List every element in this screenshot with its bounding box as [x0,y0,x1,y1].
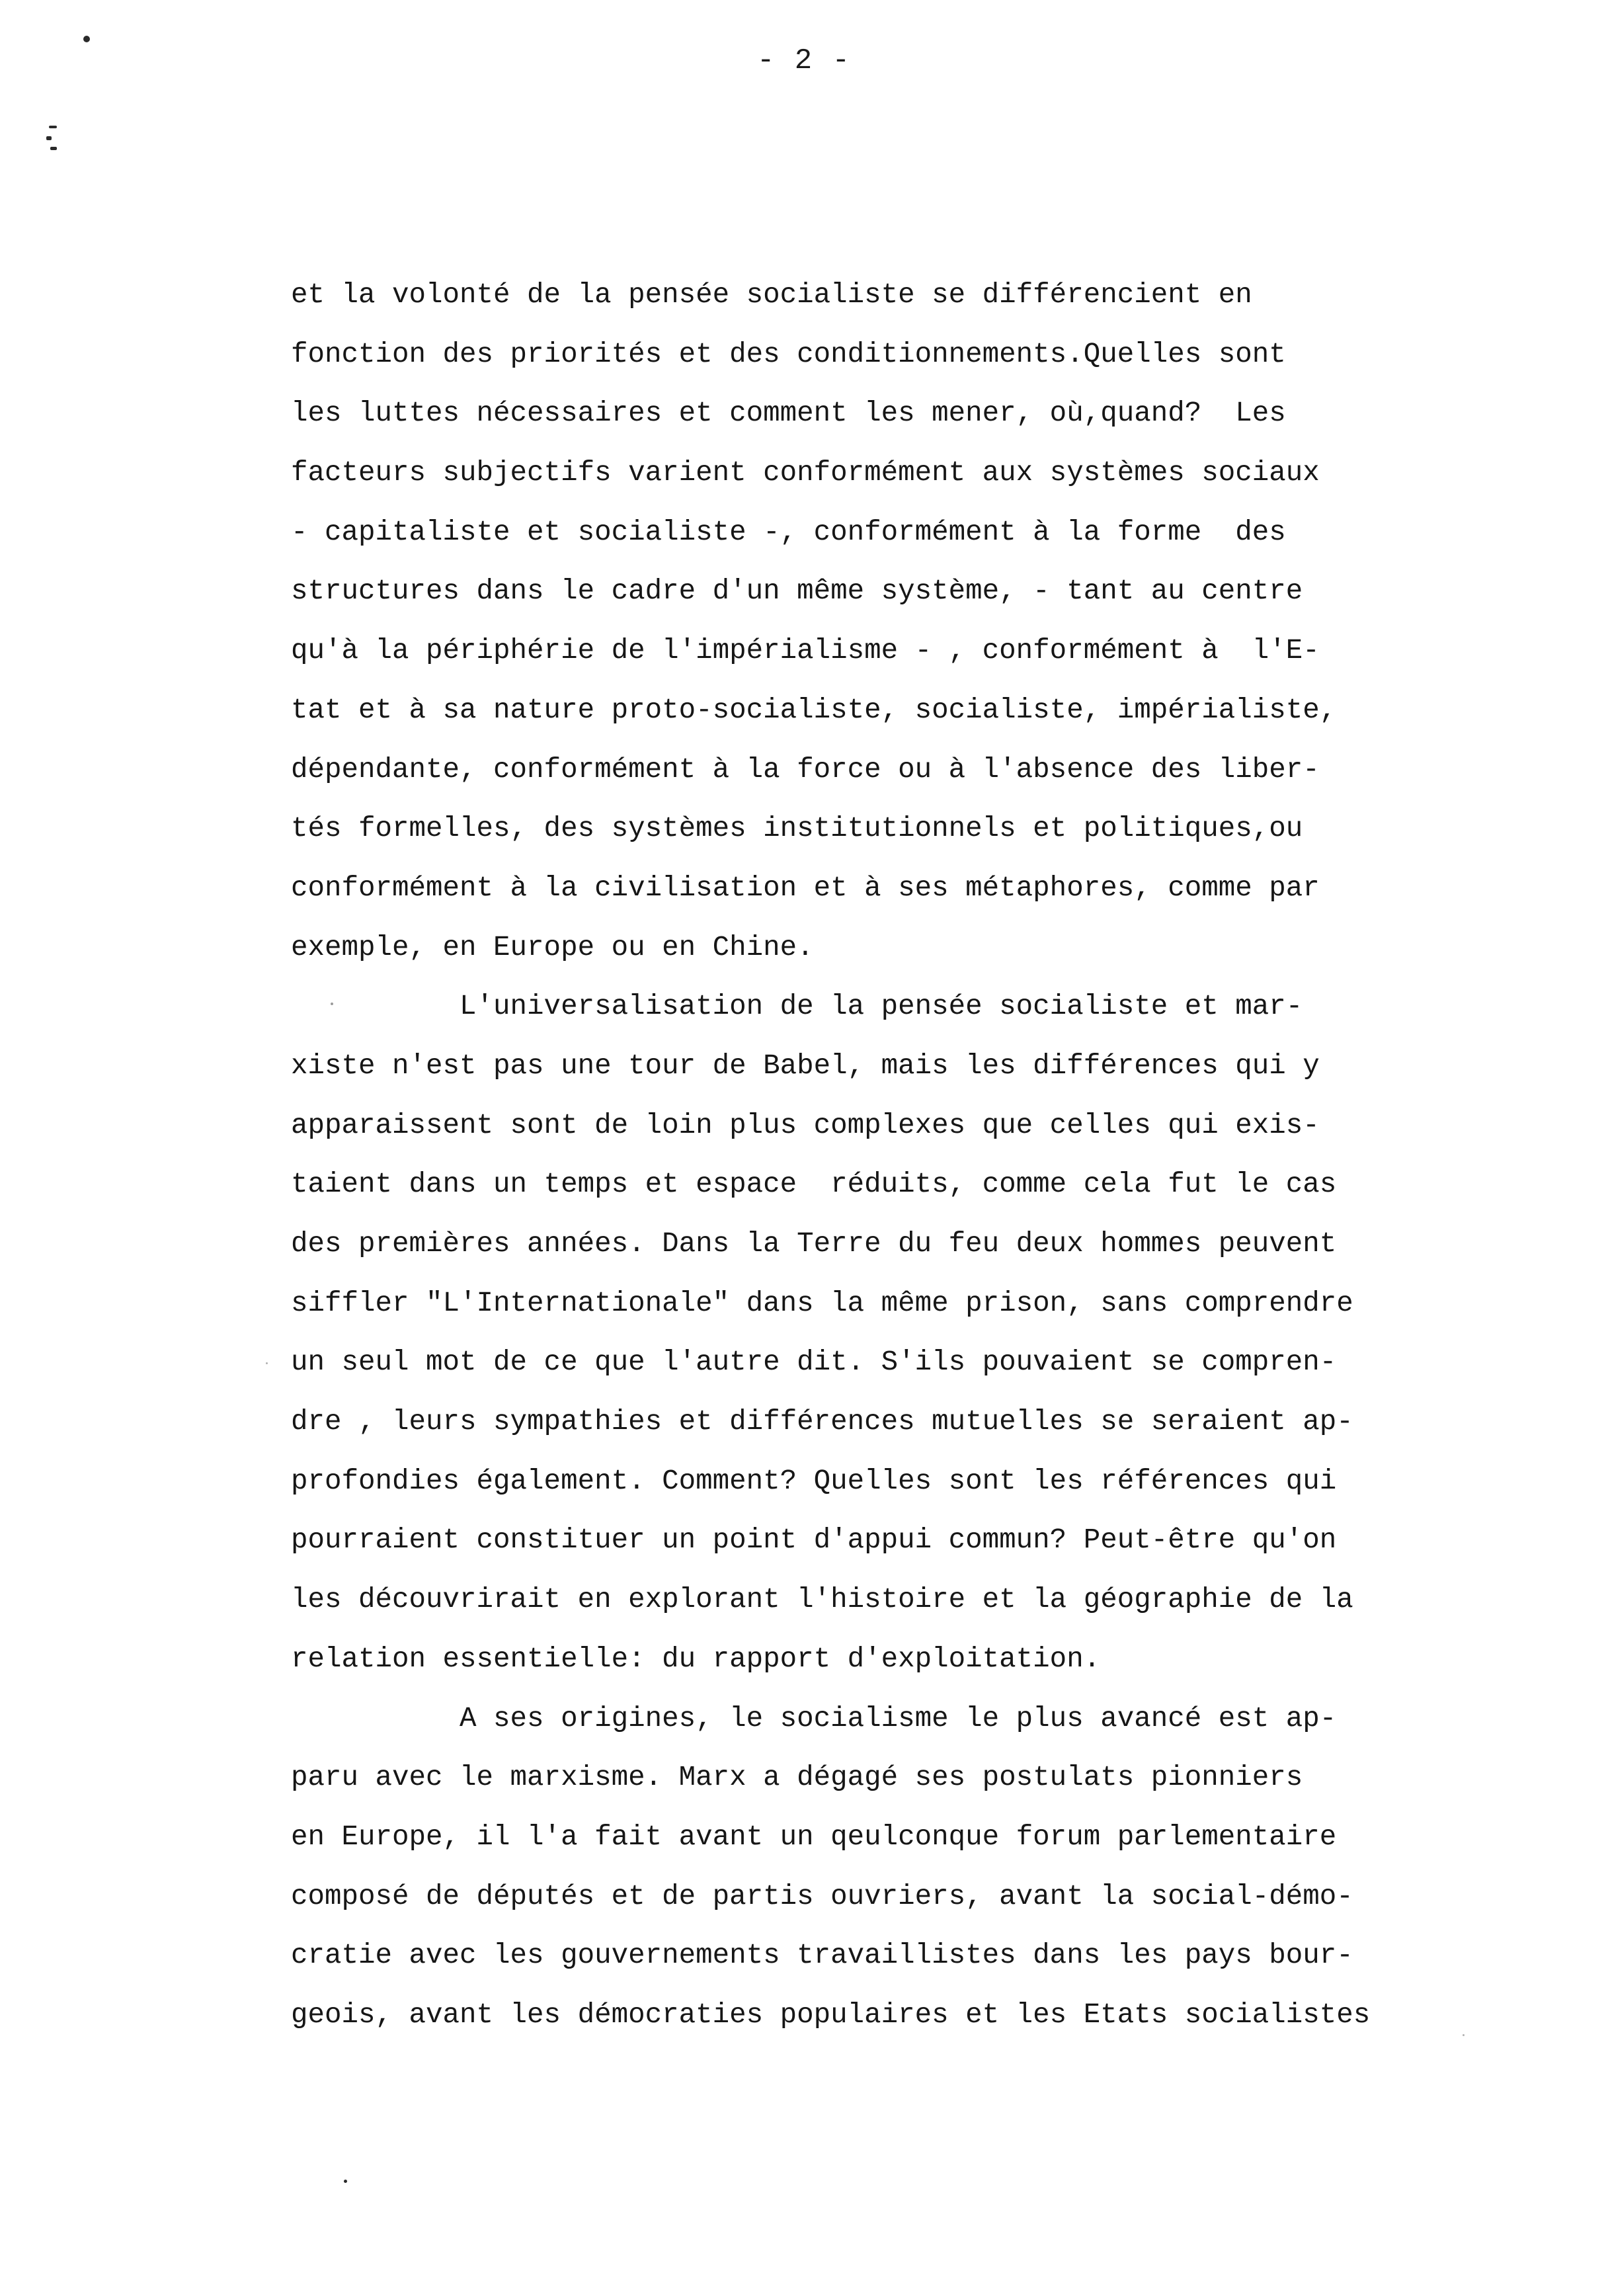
text-line: et la volonté de la pensée socialiste se différencient en [291,279,1252,311]
text-line: xiste n'est pas une tour de Babel, mais les différences qui y [291,1049,1320,1082]
text-line: en Europe, il l'a fait avant un qeulconque forum parlementaire [291,1821,1337,1853]
text-line: des premières années. Dans la Terre du feu deux hommes peuvent [291,1228,1337,1260]
page-number: - 2 - [756,44,852,77]
text-line: qu'à la périphérie de l'impérialisme - , conformément à l'E- [291,635,1320,667]
text-line: exemple, en Europe ou en Chine. [291,931,814,964]
text-line: tat et à sa nature proto-socialiste, socialiste, impérialiste, [291,694,1337,726]
text-line: les découvrirait en explorant l'histoire et la géographie de la [291,1584,1353,1616]
text-line: composé de députés et de partis ouvriers, avant la social-démo- [291,1880,1353,1912]
text-line: cratie avec les gouvernements travaillistes dans les pays bour- [291,1940,1353,1972]
text-line: relation essentielle: du rapport d'exploitation. [291,1643,1101,1675]
text-line: geois, avant les démocraties populaires et les Etats socialistes [291,1998,1371,2031]
text-line: L'universalisation de la pensée socialiste et mar- [291,991,1303,1023]
text-line: pourraient constituer un point d'appui commun? Peut-être qu'on [291,1524,1337,1557]
text-line: dre , leurs sympathies et différences mutuelles se seraient ap- [291,1406,1353,1438]
text-line: siffler "L'Internationale" dans la même prison, sans comprendre [291,1287,1353,1319]
text-line: un seul mot de ce que l'autre dit. S'ils pouvaient se compren- [291,1346,1337,1379]
scan-mark [83,36,90,42]
scan-mark [50,147,57,150]
text-line: dépendante, conformément à la force ou à l'absence des liber- [291,753,1320,786]
scan-mark [46,136,52,140]
text-line: les luttes nécessaires et comment les mener, où,quand? Les [291,397,1286,430]
text-line: fonction des priorités et des conditionnements.Quelles sont [291,338,1286,370]
scan-mark [344,2180,347,2183]
text-line: apparaissent sont de loin plus complexes que celles qui exis- [291,1109,1320,1141]
text-line: - capitaliste et socialiste -, conformément à la forme des [291,516,1286,548]
text-line: tés formelles, des systèmes institutionnels et politiques,ou [291,813,1303,845]
text-line: profondies également. Comment? Quelles sont les références qui [291,1465,1337,1497]
text-line: facteurs subjectifs varient conformément aux systèmes sociaux [291,457,1320,489]
scan-mark [49,126,57,128]
text-line: A ses origines, le socialisme le plus avancé est ap- [291,1702,1337,1735]
text-line: conformément à la civilisation et à ses métaphores, comme par [291,872,1320,904]
text-line: structures dans le cadre d'un même système, - tant au centre [291,575,1303,608]
body-text [291,266,1587,2045]
scan-mark [266,1362,268,1364]
text-line: paru avec le marxisme. Marx a dégagé ses postulats pionniers [291,1762,1303,1794]
text-line: taient dans un temps et espace réduits, comme cela fut le cas [291,1168,1337,1201]
